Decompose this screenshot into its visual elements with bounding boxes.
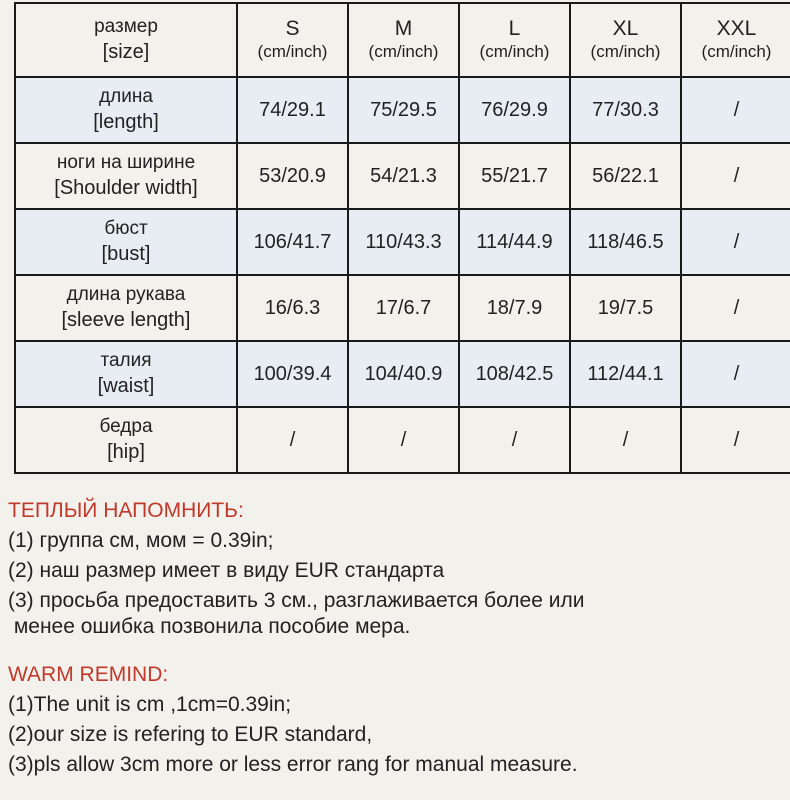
table-cell: 74/29.1	[237, 77, 348, 143]
table-cell: /	[570, 407, 681, 473]
row-label-ru: ноги на ширине	[56, 152, 196, 173]
table-cell: 75/29.5	[348, 77, 459, 143]
notes-en-title: WARM REMIND:	[8, 663, 169, 686]
row-label-ru: длина рукава	[66, 284, 186, 305]
size-unit: (cm/inch)	[479, 42, 550, 61]
size-name: XL	[612, 17, 639, 40]
table-cell: 108/42.5	[459, 341, 570, 407]
row-label-en: [waist]	[97, 375, 155, 397]
size-name: L	[508, 17, 521, 40]
table-cell: 17/6.7	[348, 275, 459, 341]
table-row-shoulder	[15, 143, 790, 209]
notes-ru-line: (2) наш размер имеет в виду EUR стандарта	[8, 559, 445, 582]
size-name: M	[394, 17, 413, 40]
table-cell: /	[459, 407, 570, 473]
row-label	[15, 77, 237, 143]
notes-ru-title: ТЕПЛЫЙ НАПОМНИТЬ:	[8, 499, 244, 522]
table-cell: 19/7.5	[570, 275, 681, 341]
size-label-en: [size]	[102, 41, 150, 63]
table-cell: /	[681, 209, 790, 275]
row-label-ru: бюст	[104, 218, 148, 239]
size-unit: (cm/inch)	[701, 42, 772, 61]
row-label-en: [bust]	[101, 243, 151, 265]
notes-ru-line: (1) группа см, мом = 0.39in;	[8, 529, 274, 552]
notes-en-line: (1)The unit is cm ,1cm=0.39in;	[8, 693, 292, 716]
size-name: XXL	[716, 17, 757, 40]
row-label	[15, 209, 237, 275]
table-cell: 16/6.3	[237, 275, 348, 341]
table-cell: 100/39.4	[237, 341, 348, 407]
row-label-en: [hip]	[107, 441, 145, 463]
table-cell: 106/41.7	[237, 209, 348, 275]
notes-ru-line: (3) просьба предоставить 3 см., разглаживается более или менее ошибка позвонила пособие мера.	[8, 589, 585, 638]
row-label-ru: талия	[100, 350, 152, 371]
table-cell: 56/22.1	[570, 143, 681, 209]
table-cell: 76/29.9	[459, 77, 570, 143]
table-cell: 18/7.9	[459, 275, 570, 341]
table-row-hip	[15, 407, 790, 473]
table-cell: 77/30.3	[570, 77, 681, 143]
row-label	[15, 341, 237, 407]
table-row-sleeve	[15, 275, 790, 341]
row-label-ru: длина	[99, 86, 153, 107]
table-cell: 53/20.9	[237, 143, 348, 209]
table-cell: /	[681, 275, 790, 341]
notes-en-line: (2)our size is refering to EUR standard,	[8, 723, 373, 746]
row-label-en: [sleeve length]	[61, 309, 191, 331]
table-cell: /	[681, 407, 790, 473]
table-cell: 118/46.5	[570, 209, 681, 275]
table-cell: /	[681, 341, 790, 407]
table-cell: /	[681, 143, 790, 209]
table-row-waist	[15, 341, 790, 407]
size-table	[14, 2, 790, 474]
table-cell: /	[681, 77, 790, 143]
row-label	[15, 143, 237, 209]
notes-ru	[8, 498, 788, 640]
row-label	[15, 275, 237, 341]
size-header-l	[459, 3, 570, 77]
notes-en-line: (3)pls allow 3cm more or less error rang for manual measure.	[8, 753, 578, 776]
table-cell: /	[348, 407, 459, 473]
notes-section	[8, 498, 788, 778]
size-name: S	[285, 17, 300, 40]
size-unit: (cm/inch)	[590, 42, 661, 61]
table-header-row	[15, 3, 790, 77]
size-header-xl	[570, 3, 681, 77]
size-unit: (cm/inch)	[257, 42, 328, 61]
table-cell: /	[237, 407, 348, 473]
row-label	[15, 407, 237, 473]
notes-en	[8, 662, 788, 778]
size-header-m	[348, 3, 459, 77]
table-cell: 112/44.1	[570, 341, 681, 407]
table-cell: 104/40.9	[348, 341, 459, 407]
table-cell: 110/43.3	[348, 209, 459, 275]
table-cell: 114/44.9	[459, 209, 570, 275]
row-label-ru: бедра	[99, 416, 153, 437]
size-label-cell	[15, 3, 237, 77]
size-header-s	[237, 3, 348, 77]
table-row-length	[15, 77, 790, 143]
table-row-bust	[15, 209, 790, 275]
size-label-ru: размер	[94, 16, 158, 37]
size-header-xxl	[681, 3, 790, 77]
table-cell: 55/21.7	[459, 143, 570, 209]
row-label-en: [Shoulder width]	[54, 177, 198, 199]
size-unit: (cm/inch)	[368, 42, 439, 61]
table-cell: 54/21.3	[348, 143, 459, 209]
row-label-en: [length]	[93, 111, 159, 133]
